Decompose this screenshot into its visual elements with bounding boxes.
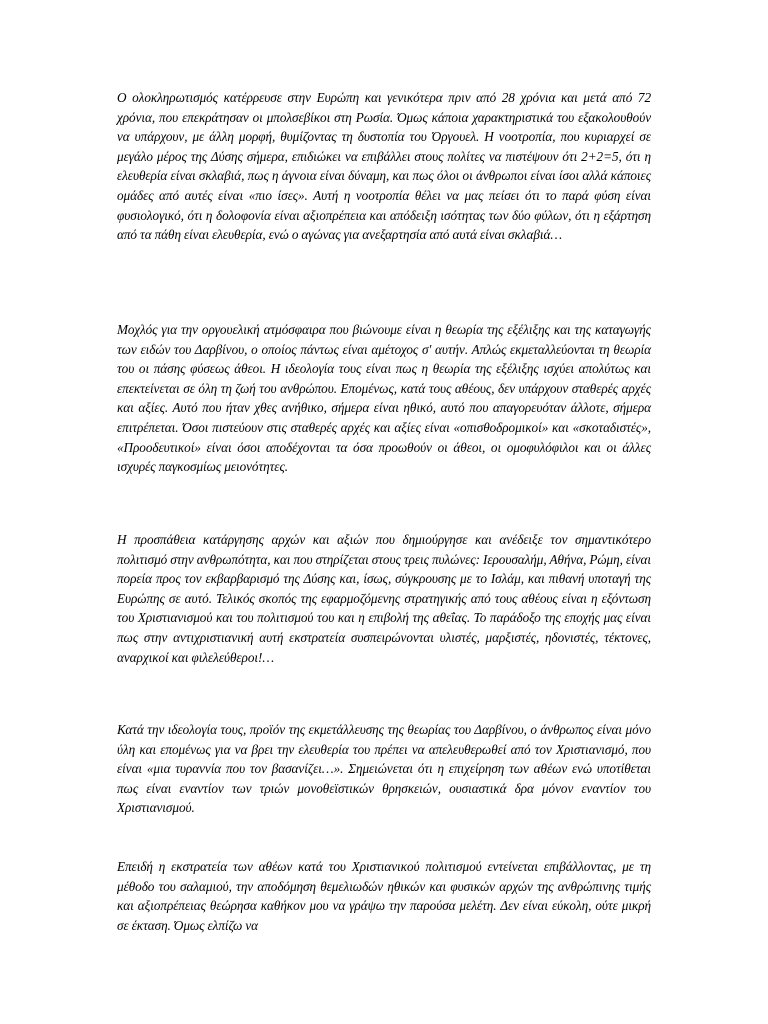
body-paragraph-4: Κατά την ιδεολογία τους, προϊόν της εκμετάλλευσης της θεωρίας του Δαρβίνου, ο άνθρωπος είναι μόνο ύλη και επομένως για να βρει την ελευθερία του πρέπει να απελευθερωθεί από τον Χριστιανισμό, που είναι «μια τυραννία που τον βασανίζει…». Σημειώνεται ότι η επιχείρηση των αθέων ενώ υποτίθεται πως είναι εναντίον των τριών μονοθεϊστικών θρησκειών, ουσιαστικά δρα μόνον εναντίον του Χριστιανισμού. [117, 722, 651, 816]
body-paragraph-1: Ο ολοκληρωτισμός κατέρρευσε στην Ευρώπη και γενικότερα πριν από 28 χρόνια και μετά από 72 χρόνια, που επεκράτησαν οι μπολσεβίκοι στη Ρωσία. Όμως κάποια χαρακτηριστικά του εξακολουθούν να υπάρχουν, με άλλη μορφή, θυμίζοντας τη δυστοπία του Όργουελ. Η νοοτροπία, που κυριαρχεί σε μεγάλο μέρος της Δύσης σήμερα, επιδιώκει να επιβάλλει στους πολίτες να πιστέψουν ότι 2+2=5, ότι η ελευθερία είναι σκλαβιά, πως η άγνοια είναι δύναμη, και πως όλοι οι άνθρωποι είναι ίσοι αλλά κάποιες ομάδες από αυτές είναι «πιο ίσες». Αυτή η νοοτροπία θέλει να μας πείσει ότι το παρά φύση είναι φυσιολογικό, ότι η δολοφονία είναι αξιοπρέπεια και απόδειξη ισότητας των δύο φύλων, ότι η εξάρτηση από τα πάθη είναι ελευθερία, ενώ ο αγώνας για ανεξαρτησία από αυτά είναι σκλαβιά… [117, 90, 651, 243]
body-paragraph-2: Μοχλός για την οργουελική ατμόσφαιρα που βιώνουμε είναι η θεωρία της εξέλιξης και της καταγωγής των ειδών του Δαρβίνου, ο οποίος πάντως είναι αμέτοχος σ' αυτήν. Απλώς εκμεταλλεύονται τη θεωρία του οι πάσης φύσεως άθεοι. Η ιδεολογία τους είναι πως η θεωρία της εξέλιξης ισχύει απολύτως και επεκτείνεται σε όλη τη ζωή του ανθρώπου. Επομένως, κατά τους αθέους, δεν υπάρχουν σταθερές αρχές και αξίες. Αυτό που ήταν χθες ανήθικο, σήμερα είναι ηθικό, αυτό που απαγορευόταν άλλοτε, σήμερα επιτρέπεται. Όσοι πιστεύουν στις σταθερές αρχές και αξίες είναι «οπισθοδρομικοί» και «σκοταδιστές», «Προοδευτικοί» είναι όσοι αποδέχονται τα όσα προωθούν οι άθεοι, οι ομοφυλόφιλοι και οι άλλες ισχυρές παγκοσμίως μειονότητες. [117, 322, 651, 475]
body-paragraph-5: Επειδή η εκστρατεία των αθέων κατά του Χριστιανικού πολιτισμού εντείνεται επιβάλλοντας, με τη μέθοδο του σαλαμιού, την αποδόμηση θεμελιωδών ηθικών και φυσικών αρχών της ανθρώπινης τιμής και αξιοπρέπειας θεώρησα καθήκον μου να γράψω την παρούσα μελέτη. Δεν είναι εύκολη, ούτε μικρή σε έκταση. Όμως ελπίζω να [117, 859, 651, 933]
body-paragraph-3: Η προσπάθεια κατάργησης αρχών και αξιών που δημιούργησε και ανέδειξε τον σημαντικότερο πολιτισμό στην ανθρωπότητα, και που στηρίζεται στους τρεις πυλώνες: Ιερουσαλήμ, Αθήνα, Ρώμη, είναι πορεία προς τον εκβαρβαρισμό της Δύσης και, ίσως, σύγκρουσης με το Ισλάμ, και πιθανή υποταγή της Ευρώπης σε αυτό. Τελικός σκοπός της εφαρμοζόμενης στρατηγικής από τους αθέους είναι η εξόντωση του Χριστιανισμού και του πολιτισμού του και η επιβολή της αθεΐας. Το παράδοξο της εποχής μας είναι πως στην αντιχριστιανική αυτή εκστρατεία συσπειρώνονται υλιστές, μαρξιστές, ηδονιστές, τέκτονες, αναρχικοί και φιλελεύθεροι!… [117, 532, 651, 665]
